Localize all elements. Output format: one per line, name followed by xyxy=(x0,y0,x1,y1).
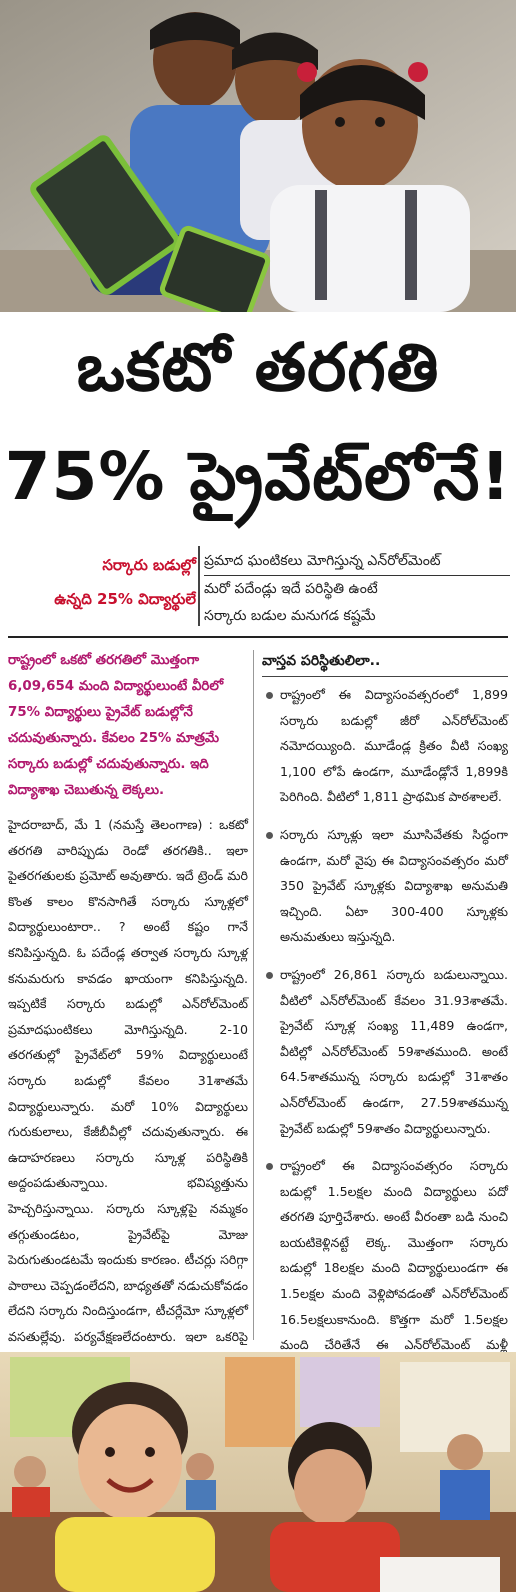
headline-line-2: 75% ప్రైవేట్‌లోనే! xyxy=(4,438,512,515)
article-body-text: హైదరాబాద్‌, మే 1 (నమస్తే తెలంగాణ) : ఒకటో తరగతి వారిప్పుడు రెండో తరగతికి.. ఇలా పైతరగతులకు ప్రమోట్‌ అవుతారు. ఇదే ట్రెండ్‌ మరి కొంత కాలం కొనసాగితే సర్కారు స్కూళ్లలో విద్యార్థులుంటారా.. ? అంటే కష్టం గానే కనిపిస్తున్నది. ఓ పదేండ్ల తర్వాత సర్కారు స్కూళ్ల కనుమరుగు కావడం ఖాయంగా కనిపిస్తున్నది. ఇప్పటికే సర్కారు బడుల్లో ఎన్‌రోల్‌మెంట్‌ ప్రమాదఘంటికలు మోగిస్తున్నది. 2-10 తరగతుల్లో ప్రైవేట్‌లో 59% విద్యార్థులుంటే సర్కారు బడుల్లో కేవలం 31శాతమే విద్యార్థులున్నారు. మరో 10% విద్యార్థులు గురుకులాలు, కేజీబీవీల్లో చదువుతున్నారు. ఈ ఉదాహరణలు సర్కారు స్కూళ్ల పరిస్థితికి అద్దంపడుతున్నాయి. భవిష్యత్తును హెచ్చరిస్తున్నాయి. సర్కారు స్కూళ్లపై నమ్మకం తగ్గుతుండటం, ప్రైవేట్‌పై మోజు పెరుగుతుండటమే ఇందుకు కారణం. టీచర్లు సరిగ్గా పాఠాలు చెప్పడంలేదని, బాధ్యతతో నడుచుకోవడం లేదని సర్కారు నిందిస్తుండగా, టీచర్లేమో స్కూళ్లలో వసతుల్లేవు. పర్యవేక్షణలేదంటారు. ఇలా ఒకరిపై xyxy=(8,817,248,1344)
deck-subhead-3: సర్కారు బడుల మనుగడ కష్టమే xyxy=(204,608,376,624)
sidebar-title: వాస్తవ పరిస్థితులిలా.. xyxy=(262,653,381,669)
sidebar-list xyxy=(262,682,508,1395)
list-item: రాష్ట్రంలో ఈ విద్యాసంవత్సరంలో 1,899 సర్కారు బడుల్లో జీరో ఎన్‌రోల్‌మెంట్‌ నమోదయ్యింది. మూడేండ్ల క్రితం వీటి సంఖ్య 1,100 లోపే ఉండగా, మూడేండ్లోనే 1,899కి పెరిగింది. వీటిలో 1,811 ప్రాథమిక పాఠశాలలే. xyxy=(262,682,508,810)
children-in-private-school-classroom-photo xyxy=(0,1352,516,1592)
list-item: రాష్ట్రంలో 26,861 సర్కారు బడులున్నాయి. వీటిలో ఎన్‌రోల్‌మెంట్‌ కేవలం 31.93శాతమే. ప్రైవేట్‌ స్కూళ్ల సంఖ్య 11,489 ఉండగా, వీటిల్లో ఎన్‌రోల్‌మెంట్‌ 59శాతముంది. అంటే 64.5శాతమున్న సర్కారు బడుల్లో 31శాతం ఎన్‌రోల్‌మెంట్‌ ఉండగా, 27.59శాతమున్న ప్రైవేట్‌ బడుల్లో 59శాతం విద్యార్థులున్నారు. xyxy=(262,962,508,1141)
deck-highlight-line-2: ఉన్నది 25% విద్యార్థులే xyxy=(54,590,196,608)
article-body xyxy=(8,812,248,1401)
list-item: సర్కారు స్కూళ్లు ఇలా మూసివేతకు సిద్ధంగా ఉండగా, మరో వైపు ఈ విద్యాసంవత్సరం మరో 350 ప్రైవేట్‌ స్కూళ్లకు విద్యాశాఖ అనుమతి ఇచ్చింది. ఏటా 300-400 స్కూళ్లకు అనుమతులు ఇస్తున్నది. xyxy=(262,822,508,950)
deck-subheads xyxy=(204,548,510,630)
deck-divider xyxy=(198,546,200,626)
bottom-news-photo xyxy=(0,1352,516,1592)
deck-highlight xyxy=(8,548,196,616)
deck-subhead-2: మరో పదేండ్లు ఇదే పరిస్థితి ఉంటే xyxy=(204,581,378,597)
headline-line-1: ఒకటో తరగతి xyxy=(76,329,440,406)
top-news-photo xyxy=(0,0,516,312)
deck-highlight-line-1: సర్కారు బడుల్లో xyxy=(102,556,196,574)
section-divider xyxy=(8,636,508,638)
list-item: రాష్ట్రంలో ఈ విద్యాసంవత్సరం సర్కారు బడుల్లో 1.5లక్షల మంది విద్యార్థులు పదో తరగతి పూర్తిచేశారు. అంటే వీరంతా బడి నుంచి బయటికెళ్లినట్టే లెక్క. మొత్తంగా సర్కారు బడుల్లో 18లక్షల మంది విద్యార్థులుండగా ఈ 1.5లక్షల మంది వెళ్లిపోవడంతో ఎన్‌రోల్‌మెంట్‌ 16.5లక్షలుకానుంది. కొత్తగా మరో 1.5లక్షల మంది చేరితేనే ఈ ఎన్‌రోల్‌మెంట్‌ మళ్లీ xyxy=(262,1153,508,1383)
children-writing-on-slates-photo xyxy=(0,0,516,312)
column-divider xyxy=(253,650,254,1340)
lede-paragraph: రాష్ట్రంలో ఒకటో తరగతిలో మొత్తంగా 6,09,654 మంది విద్యార్థులుంటే వీరిలో 75% విద్యార్థులు ప్రైవేట్‌ బడుల్లోనే చదువుతున్నారు. కేవలం 25% మాత్రమే సర్కారు బడుల్లో చదువుతున్నారు. ఇది విద్యాశాఖ చెబుతున్న లెక్కలు. xyxy=(8,653,224,798)
sidebar-title-underline xyxy=(262,676,508,677)
deck-subhead-1: ప్రమాద ఘంటికలు మోగిస్తున్న ఎన్‌రోల్‌మెంట్‌ xyxy=(204,548,510,576)
